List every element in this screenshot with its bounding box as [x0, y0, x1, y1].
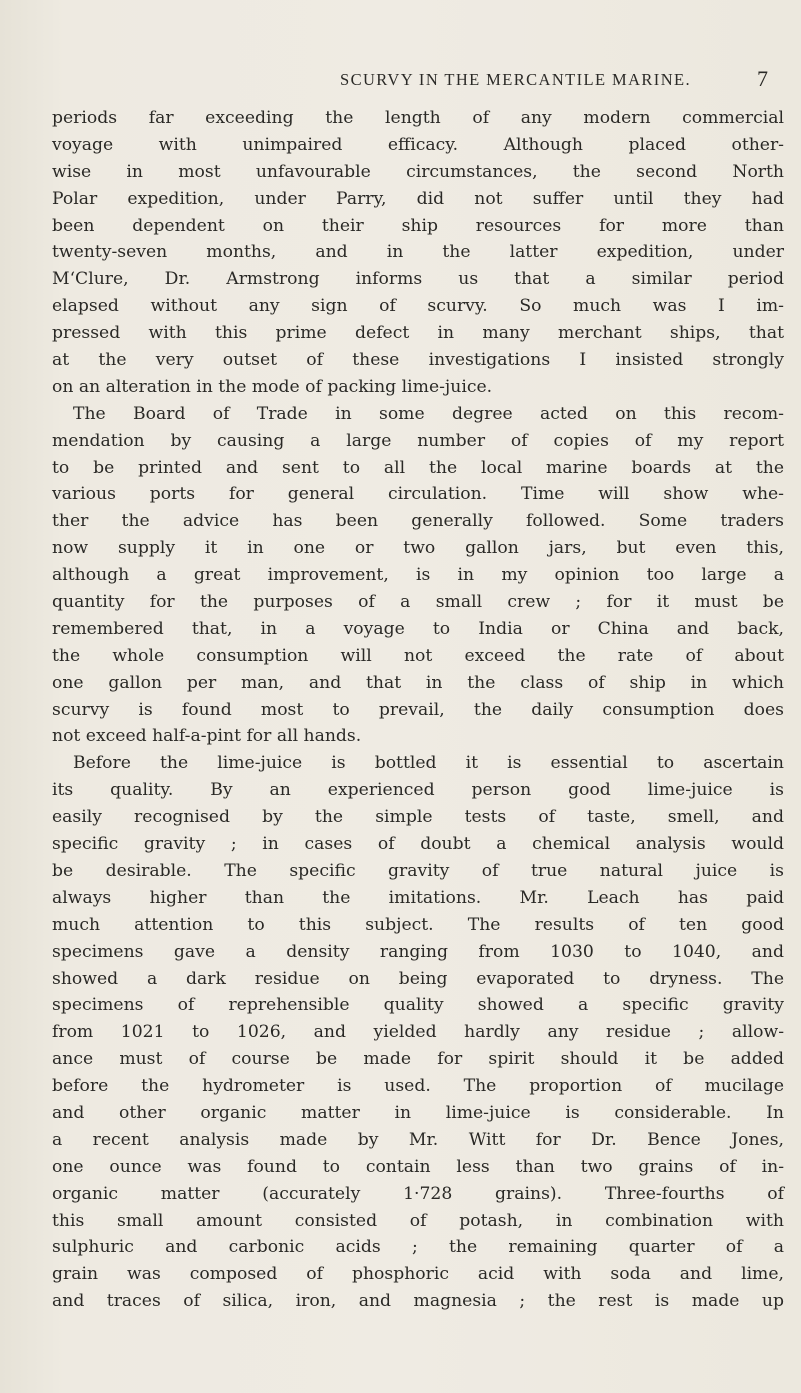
text-line: the whole consumption will not exceed the rate of about: [52, 645, 784, 666]
text-line: periods far exceeding the length of any modern commercial: [52, 108, 784, 128]
text-line: The Board of Trade in some degree acted on this recom-: [73, 403, 784, 424]
text-line: specific gravity ; in cases of doubt a chemical analysis would: [52, 834, 784, 855]
text-line: one gallon per man, and that in the class of ship in which: [52, 672, 784, 693]
text-line: although a great improvement, is in my opinion too large a: [52, 565, 784, 586]
text-line: to be printed and sent to all the local marine boards at the: [52, 457, 784, 478]
body-text: [52, 105, 784, 1315]
text-line: organic matter (accurately 1·728 grains). Three-fourths of: [52, 1183, 784, 1204]
text-line: various ports for general circulation. Time will show whe-: [52, 484, 784, 505]
text-line: its quality. By an experienced person good lime-juice is: [52, 780, 784, 801]
text-line: twenty-seven months, and in the latter expedition, under: [52, 242, 784, 263]
text-line: Before the lime-juice is bottled it is essential to ascertain: [73, 753, 784, 774]
text-line: be desirable. The specific gravity of true natural juice is: [52, 860, 784, 881]
page-number: 7: [757, 66, 768, 91]
text-line: a recent analysis made by Mr. Witt for Dr. Bence Jones,: [52, 1129, 784, 1150]
text-line: elapsed without any sign of scurvy. So much was I im-: [52, 296, 784, 317]
text-line: specimens gave a density ranging from 1030 to 1040, and: [52, 941, 784, 962]
running-head: [60, 66, 780, 96]
text-line: showed a dark residue on being evaporated to dryness. The: [52, 968, 784, 989]
text-line: easily recognised by the simple tests of taste, smell, and: [52, 807, 784, 828]
text-line: Polar expedition, under Parry, did not suffer until they had: [52, 188, 784, 209]
text-line: one ounce was found to contain less than two grains of in-: [52, 1156, 784, 1177]
text-line: on an alteration in the mode of packing lime-juice.: [52, 376, 493, 397]
text-line: from 1021 to 1026, and yielded hardly any residue ; allow-: [52, 1022, 784, 1043]
text-line: always higher than the imitations. Mr. Leach has paid: [52, 887, 784, 908]
text-line: grain was composed of phosphoric acid with soda and lime,: [52, 1264, 784, 1285]
running-title: SCURVY IN THE MERCANTILE MARINE.: [340, 70, 692, 89]
text-line: this small amount consisted of potash, in combination with: [52, 1210, 784, 1231]
text-line: and traces of silica, iron, and magnesia ; the rest is made up: [52, 1291, 784, 1312]
text-line: not exceed half-a-pint for all hands.: [52, 726, 362, 747]
text-line: ance must of course be made for spirit should it be added: [52, 1049, 784, 1070]
text-line: been dependent on their ship resources for more than: [52, 215, 784, 236]
text-line: at the very outset of these investigations I insisted strongly: [52, 350, 784, 371]
text-line: sulphuric and carbonic acids ; the remaining quarter of a: [52, 1237, 784, 1258]
text-line: pressed with this prime defect in many merchant ships, that: [52, 323, 784, 344]
text-line: scurvy is found most to prevail, the daily consumption does: [52, 699, 784, 720]
text-line: now supply it in one or two gallon jars, but even this,: [52, 538, 784, 559]
text-line: ther the advice has been generally followed. Some traders: [52, 511, 784, 532]
text-line: voyage with unimpaired efficacy. Although placed other-: [52, 134, 784, 155]
text-line: remembered that, in a voyage to India or China and back,: [52, 618, 784, 639]
text-line: much attention to this subject. The results of ten good: [52, 914, 784, 935]
text-line: quantity for the purposes of a small crew ; for it must be: [52, 592, 784, 613]
text-line: mendation by causing a large number of copies of my report: [52, 430, 784, 451]
text-line: and other organic matter in lime-juice is considerable. In: [52, 1102, 784, 1123]
text-line: specimens of reprehensible quality showed a specific gravity: [52, 995, 784, 1016]
text-line: wise in most unfavourable circumstances, the second North: [52, 161, 784, 182]
text-line: before the hydrometer is used. The proportion of mucilage: [52, 1076, 784, 1097]
text-line: M‘Clure, Dr. Armstrong informs us that a similar period: [52, 269, 784, 290]
